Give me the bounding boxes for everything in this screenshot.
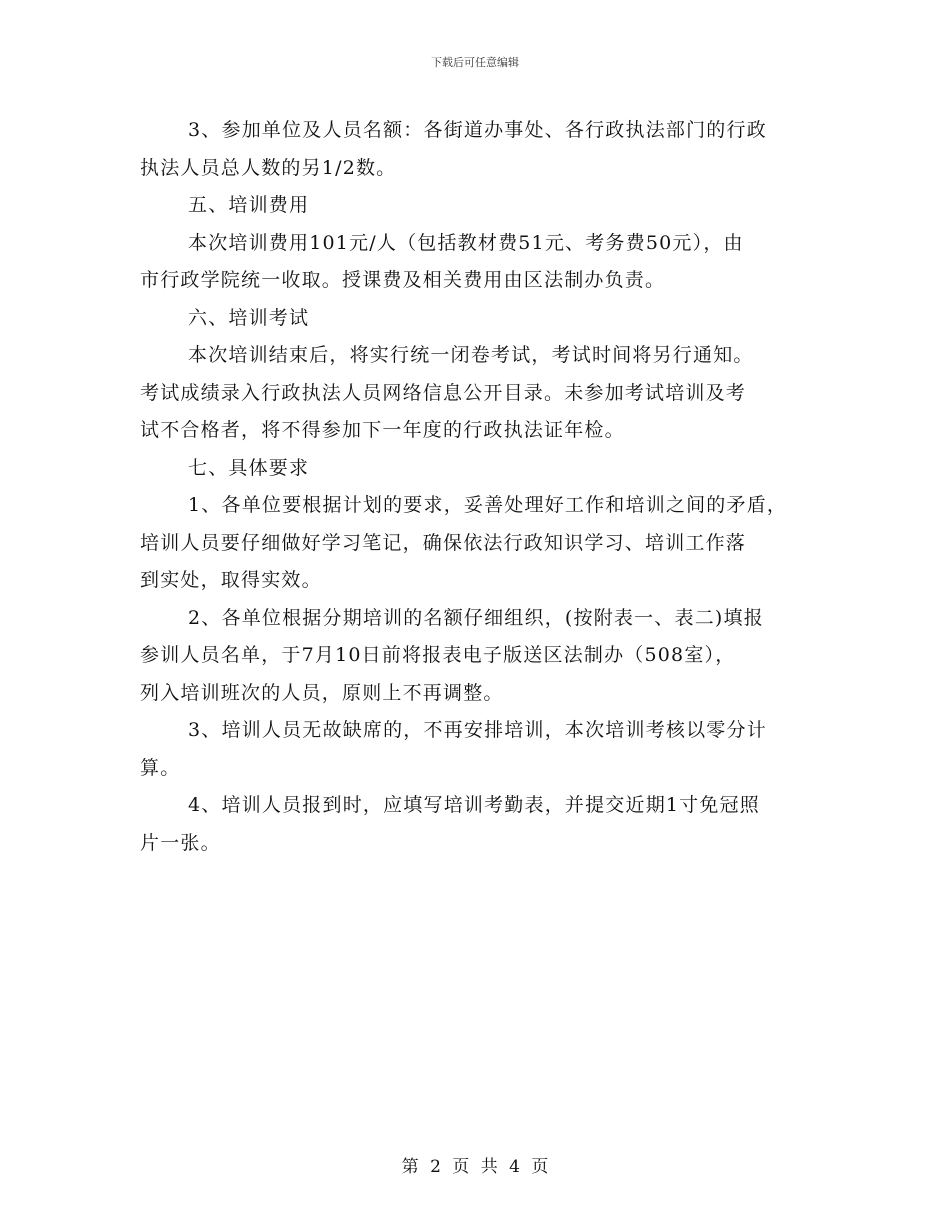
body-line: 3、参加单位及人员名额：各街道办事处、各行政执法部门的行政 bbox=[188, 119, 767, 141]
section-heading: 七、具体要求 bbox=[188, 456, 310, 479]
body-line: 3、培训人员无故缺席的，不再安排培训，本次培训考核以零分计 bbox=[188, 719, 767, 741]
body-line: 到实处，取得实效。 bbox=[140, 569, 322, 591]
body-line: 列入培训班次的人员，原则上不再调整。 bbox=[140, 681, 504, 704]
body-line: 2、各单位根据分期培训的名额仔细组织，(按附表一、表二)填报 bbox=[188, 606, 764, 629]
body-line: 考试成绩录入行政执法人员网络信息公开目录。未参加考试培训及考 bbox=[140, 381, 747, 404]
body-line: 培训人员要仔细做好学习笔记，确保依法行政知识学习、培训工作落 bbox=[140, 531, 747, 554]
section-heading: 五、培训费用 bbox=[188, 194, 310, 216]
body-line: 试不合格者，将不得参加下一年度的行政执法证年检。 bbox=[140, 419, 625, 441]
page-number: 第 2 页 共 4 页 bbox=[401, 1157, 549, 1177]
document-body bbox=[140, 112, 840, 862]
body-line: 本次培训费用101元/人（包括教材费51元、考务费50元），由 bbox=[188, 231, 744, 254]
body-line: 参训人员名单，于7月10日前将报表电子版送区法制办（508室）， bbox=[140, 644, 736, 666]
body-line: 1、各单位要根据计划的要求，妥善处理好工作和培训之间的矛盾， bbox=[188, 494, 788, 516]
body-line: 算。 bbox=[140, 756, 181, 779]
body-line: 4、培训人员报到时，应填写培训考勤表，并提交近期1寸免冠照 bbox=[188, 794, 760, 816]
header-note: 下载后可任意编辑 bbox=[431, 56, 519, 69]
body-line: 市行政学院统一收取。授课费及相关费用由区法制办负责。 bbox=[140, 269, 666, 291]
body-line: 片一张。 bbox=[140, 831, 221, 854]
body-line: 本次培训结束后，将实行统一闭卷考试，考试时间将另行通知。 bbox=[188, 344, 754, 366]
body-line: 执法人员总人数的另1/2数。 bbox=[140, 156, 397, 179]
section-heading: 六、培训考试 bbox=[188, 306, 310, 329]
